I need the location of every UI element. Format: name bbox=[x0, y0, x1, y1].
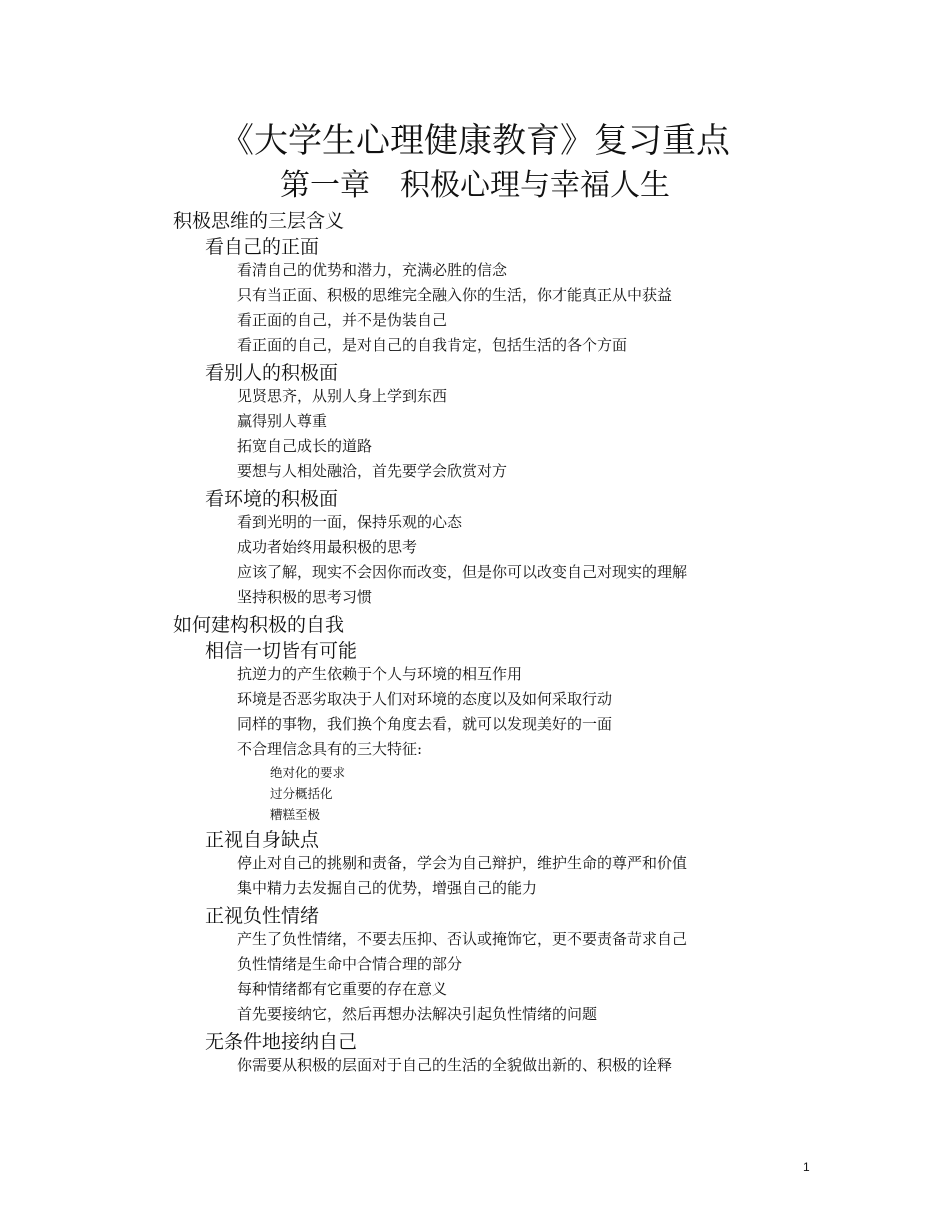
subsection-heading: 相信一切皆有可能 bbox=[205, 640, 358, 662]
subsection-heading: 看自己的正面 bbox=[205, 236, 320, 258]
outline-list bbox=[0, 206, 950, 1078]
outline-subitem: 糟糕至极 bbox=[270, 807, 321, 822]
outline-item: 集中精力去发掘自己的优势，增强自己的能力 bbox=[237, 879, 538, 897]
outline-item: 环境是否恶劣取决于人们对环境的态度以及如何采取行动 bbox=[237, 690, 613, 708]
outline-item: 同样的事物，我们换个角度去看，就可以发现美好的一面 bbox=[237, 715, 613, 733]
outline-item: 看清自己的优势和潜力，充满必胜的信念 bbox=[237, 261, 508, 279]
outline-item: 产生了负性情绪，不要去压抑、否认或掩饰它，更不要责备苛求自己 bbox=[237, 930, 688, 948]
outline-item: 见贤思齐，从别人身上学到东西 bbox=[237, 387, 448, 405]
subsection-heading: 无条件地接纳自己 bbox=[205, 1031, 358, 1053]
subsection-heading: 看别人的积极面 bbox=[205, 362, 339, 384]
outline-item: 赢得别人尊重 bbox=[237, 412, 328, 430]
outline-item: 不合理信念具有的三大特征: bbox=[237, 740, 423, 758]
outline-item: 你需要从积极的层面对于自己的生活的全貌做出新的、积极的诠释 bbox=[237, 1056, 673, 1074]
section-heading: 如何建构积极的自我 bbox=[173, 614, 345, 636]
outline-item: 要想与人相处融洽，首先要学会欣赏对方 bbox=[237, 462, 508, 480]
outline-item: 抗逆力的产生依赖于个人与环境的相互作用 bbox=[237, 665, 523, 683]
outline-subitem: 绝对化的要求 bbox=[270, 765, 346, 780]
subsection-heading: 正视自身缺点 bbox=[205, 829, 320, 851]
outline-item: 首先要接纳它，然后再想办法解决引起负性情绪的问题 bbox=[237, 1005, 598, 1023]
outline-item: 负性情绪是生命中合情合理的部分 bbox=[237, 955, 463, 973]
document-title: 《大学生心理健康教育》复习重点 bbox=[220, 121, 730, 161]
outline-item: 成功者始终用最积极的思考 bbox=[237, 538, 418, 556]
subsection-heading: 正视负性情绪 bbox=[205, 905, 320, 927]
outline-item: 看到光明的一面，保持乐观的心态 bbox=[237, 513, 463, 531]
outline-subitem: 过分概括化 bbox=[270, 786, 333, 801]
outline-item: 每种情绪都有它重要的存在意义 bbox=[237, 980, 448, 998]
outline-item: 只有当正面、积极的思维完全融入你的生活，你才能真正从中获益 bbox=[237, 286, 673, 304]
chapter-title: 第一章 积极心理与幸福人生 bbox=[280, 168, 670, 203]
page-number: 1 bbox=[803, 1160, 810, 1174]
outline-item: 停止对自己的挑剔和责备，学会为自己辩护，维护生命的尊严和价值 bbox=[237, 854, 688, 872]
outline-item: 看正面的自己，是对自己的自我肯定，包括生活的各个方面 bbox=[237, 336, 628, 354]
outline-item: 拓宽自己成长的道路 bbox=[237, 437, 373, 455]
section-heading: 积极思维的三层含义 bbox=[173, 210, 345, 232]
outline-item: 看正面的自己，并不是伪装自己 bbox=[237, 311, 448, 329]
subsection-heading: 看环境的积极面 bbox=[205, 488, 339, 510]
outline-item: 坚持积极的思考习惯 bbox=[237, 588, 373, 606]
outline-item: 应该了解，现实不会因你而改变，但是你可以改变自己对现实的理解 bbox=[237, 563, 688, 581]
